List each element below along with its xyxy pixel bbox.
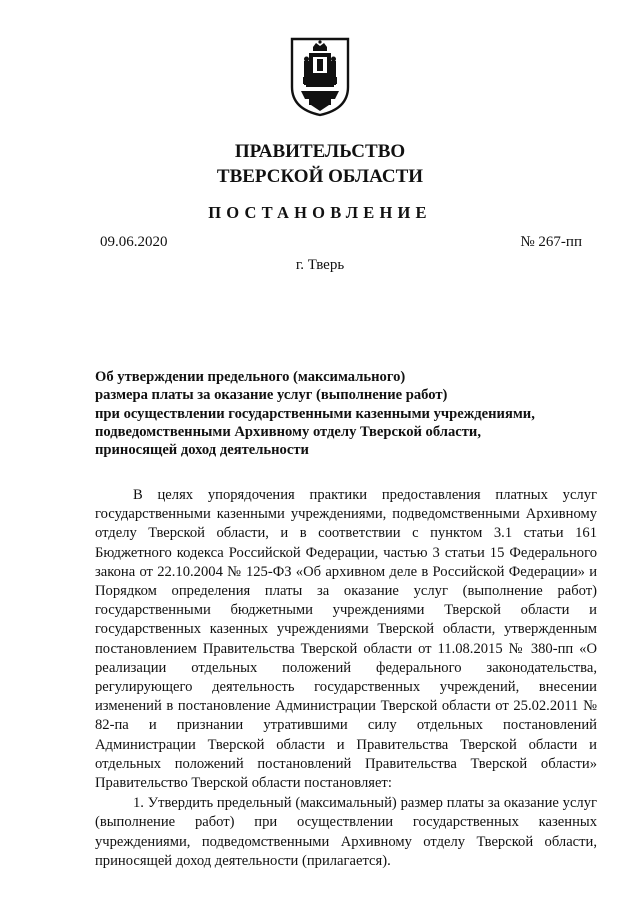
org-name-line2: ТВЕРСКОЙ ОБЛАСТИ bbox=[216, 166, 424, 187]
body-paragraph-preamble: В целях упорядочения практики предоставления платных услуг государственными казенными учреждениями, подведомственными Архивному отделу Тверской области, и в соответствии с пунктом 3.1 статьи 161 Бюджетного кодекса Российской Федерации, частью 3 статьи 15 Федерального закона от 22.10.2004 № 125-ФЗ «Об архивном деле в Российской Федерации» и Порядком определения платы за оказание услуг (выполнение работ) государственными бюджетными учреждениями Тверской области и государственных казенных учреждениями Тверской области, утвержденным постановлением Правительства Тверской области от 11.08.2015 № 380-пп «О реализации отдельных положений федерального законодательства, регулирующего деятельность государственных учреждений, внесении изменений в постановление Администрации Тверской области от 25.02.2011 № 82-па и признании утратившими силу отдельных постановлений Администрации Тверской области и Правительства Тверской области и отдельных положений постановлений Правительства Тверской области» Правительство Тверской области постановляет: bbox=[95, 487, 597, 792]
body-paragraph-item-1: 1. Утвердить предельный (максимальный) размер платы за оказание услуг (выполнение работ) при осуществлении государственных казенных учреждениями, подведомственными Архивному отделу Тверской области, приносящей доход деятельности (прилагается). bbox=[95, 795, 597, 869]
title-line: приносящей доход деятельности bbox=[95, 442, 309, 459]
document-number: № 267-пп bbox=[520, 234, 582, 250]
tver-coat-of-arms-icon bbox=[289, 37, 351, 117]
document-city: г. Тверь bbox=[295, 257, 345, 273]
document-title bbox=[95, 368, 555, 459]
org-name-line1: ПРАВИТЕЛЬСТВО bbox=[234, 141, 406, 162]
document-body bbox=[95, 486, 597, 871]
title-line: Об утверждении предельного (максимального) bbox=[95, 369, 406, 385]
document-date: 09.06.2020 bbox=[100, 234, 168, 250]
title-line: при осуществлении государственными казенными учреждениями, bbox=[95, 405, 535, 422]
document-type: ПОСТАНОВЛЕНИЕ bbox=[208, 203, 432, 222]
title-line: подведомственными Архивному отделу Тверской области, bbox=[95, 423, 481, 440]
title-line: размера платы за оказание услуг (выполнение работ) bbox=[95, 387, 448, 404]
